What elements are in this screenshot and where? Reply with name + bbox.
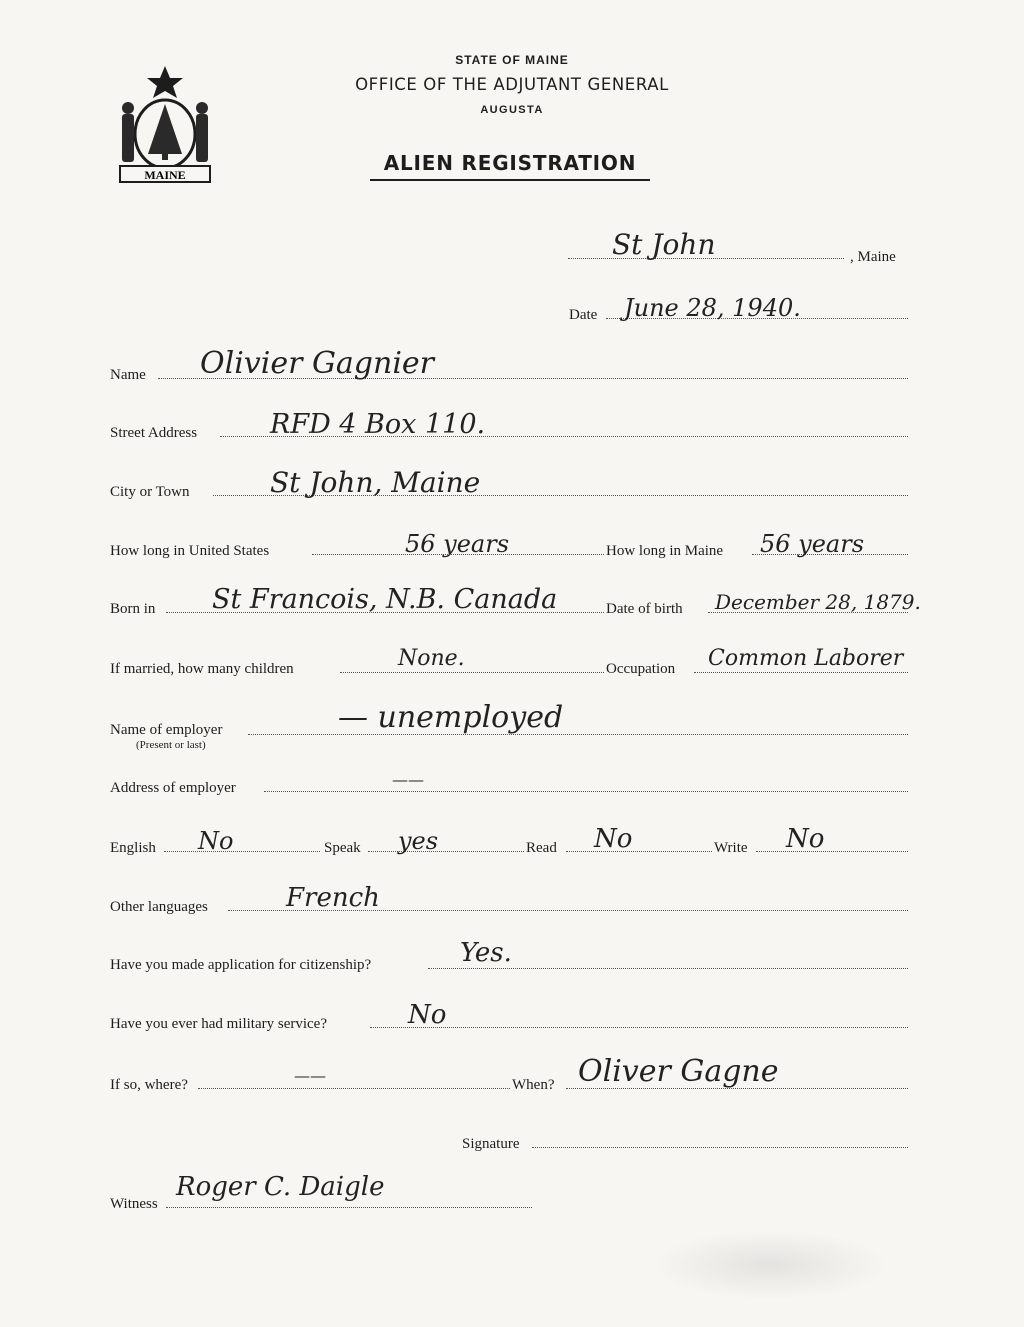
years-us-label: How long in United States (110, 543, 270, 559)
where-value[interactable]: —— (294, 1066, 326, 1085)
city-value[interactable]: St John, Maine (270, 466, 481, 499)
when-label: When? (512, 1077, 555, 1093)
born-value[interactable]: St Francois, N.B. Canada (212, 584, 558, 615)
write-value[interactable]: No (786, 824, 825, 854)
signature-label: Signature (462, 1136, 520, 1152)
military-value[interactable]: No (408, 1000, 447, 1030)
seal-text: MAINE (144, 168, 186, 182)
children-line (340, 672, 604, 673)
citizenship-label: Have you made application for citizenship? (110, 957, 372, 973)
children-value[interactable]: None. (398, 646, 465, 671)
street-label: Street Address (110, 425, 198, 441)
citizenship-value[interactable]: Yes. (460, 938, 512, 968)
name-value[interactable]: Olivier Gagnier (200, 346, 435, 381)
date-value[interactable]: June 28, 1940. (624, 294, 801, 322)
english-label: English (110, 840, 156, 856)
employer-value[interactable]: — unemployed (338, 700, 564, 735)
employer-address-value[interactable]: —— (392, 770, 424, 789)
english-line (164, 851, 320, 852)
date-label: Date (569, 307, 598, 323)
other-languages-value[interactable]: French (286, 883, 380, 913)
occupation-value[interactable]: Common Laborer (708, 646, 904, 671)
years-maine-value[interactable]: 56 years (760, 530, 865, 558)
occupation-label: Occupation (606, 661, 676, 677)
employer-address-label: Address of employer (110, 780, 236, 796)
dob-value[interactable]: December 28, 1879. (715, 590, 921, 614)
write-line (756, 851, 908, 852)
children-label: If married, how many children (110, 661, 294, 677)
employer-label: Name of employer (110, 722, 223, 738)
years-us-value[interactable]: 56 years (405, 530, 510, 558)
military-label: Have you ever had military service? (110, 1016, 327, 1032)
occupation-line (694, 672, 908, 673)
speak-label: Speak (324, 840, 361, 856)
citizenship-line (428, 968, 908, 969)
form-title: ALIEN REGISTRATION (370, 151, 650, 181)
header-state: STATE OF MAINE (455, 53, 569, 67)
other-languages-label: Other languages (110, 899, 208, 915)
employer-address-line (264, 791, 908, 792)
speak-value[interactable]: yes (398, 827, 439, 855)
city-label: City or Town (110, 484, 190, 500)
witness-line (166, 1207, 532, 1208)
read-value[interactable]: No (594, 824, 633, 854)
witness-label: Witness (110, 1196, 158, 1212)
where-label: If so, where? (110, 1077, 188, 1093)
where-line (198, 1088, 510, 1089)
speak-line (368, 851, 524, 852)
location-label: , Maine (850, 249, 896, 265)
witness-value[interactable]: Roger C. Daigle (176, 1172, 385, 1202)
header-city: AUGUSTA (480, 104, 544, 116)
read-line (566, 851, 712, 852)
military-line (370, 1027, 908, 1028)
location-value[interactable]: St John (612, 228, 716, 261)
years-maine-label: How long in Maine (606, 543, 724, 559)
dob-label: Date of birth (606, 601, 683, 617)
english-value[interactable]: No (198, 827, 234, 855)
stamp-smudge (650, 1230, 890, 1300)
street-value[interactable]: RFD 4 Box 110. (270, 409, 486, 440)
name-label: Name (110, 367, 146, 383)
read-label: Read (526, 840, 557, 856)
write-label: Write (714, 840, 748, 856)
employer-sublabel: (Present or last) (136, 739, 206, 751)
applicant-signature[interactable]: Oliver Gagne (578, 1054, 779, 1089)
header-office: OFFICE OF THE ADJUTANT GENERAL (355, 75, 669, 94)
born-label: Born in (110, 601, 156, 617)
signature-line (532, 1147, 908, 1148)
